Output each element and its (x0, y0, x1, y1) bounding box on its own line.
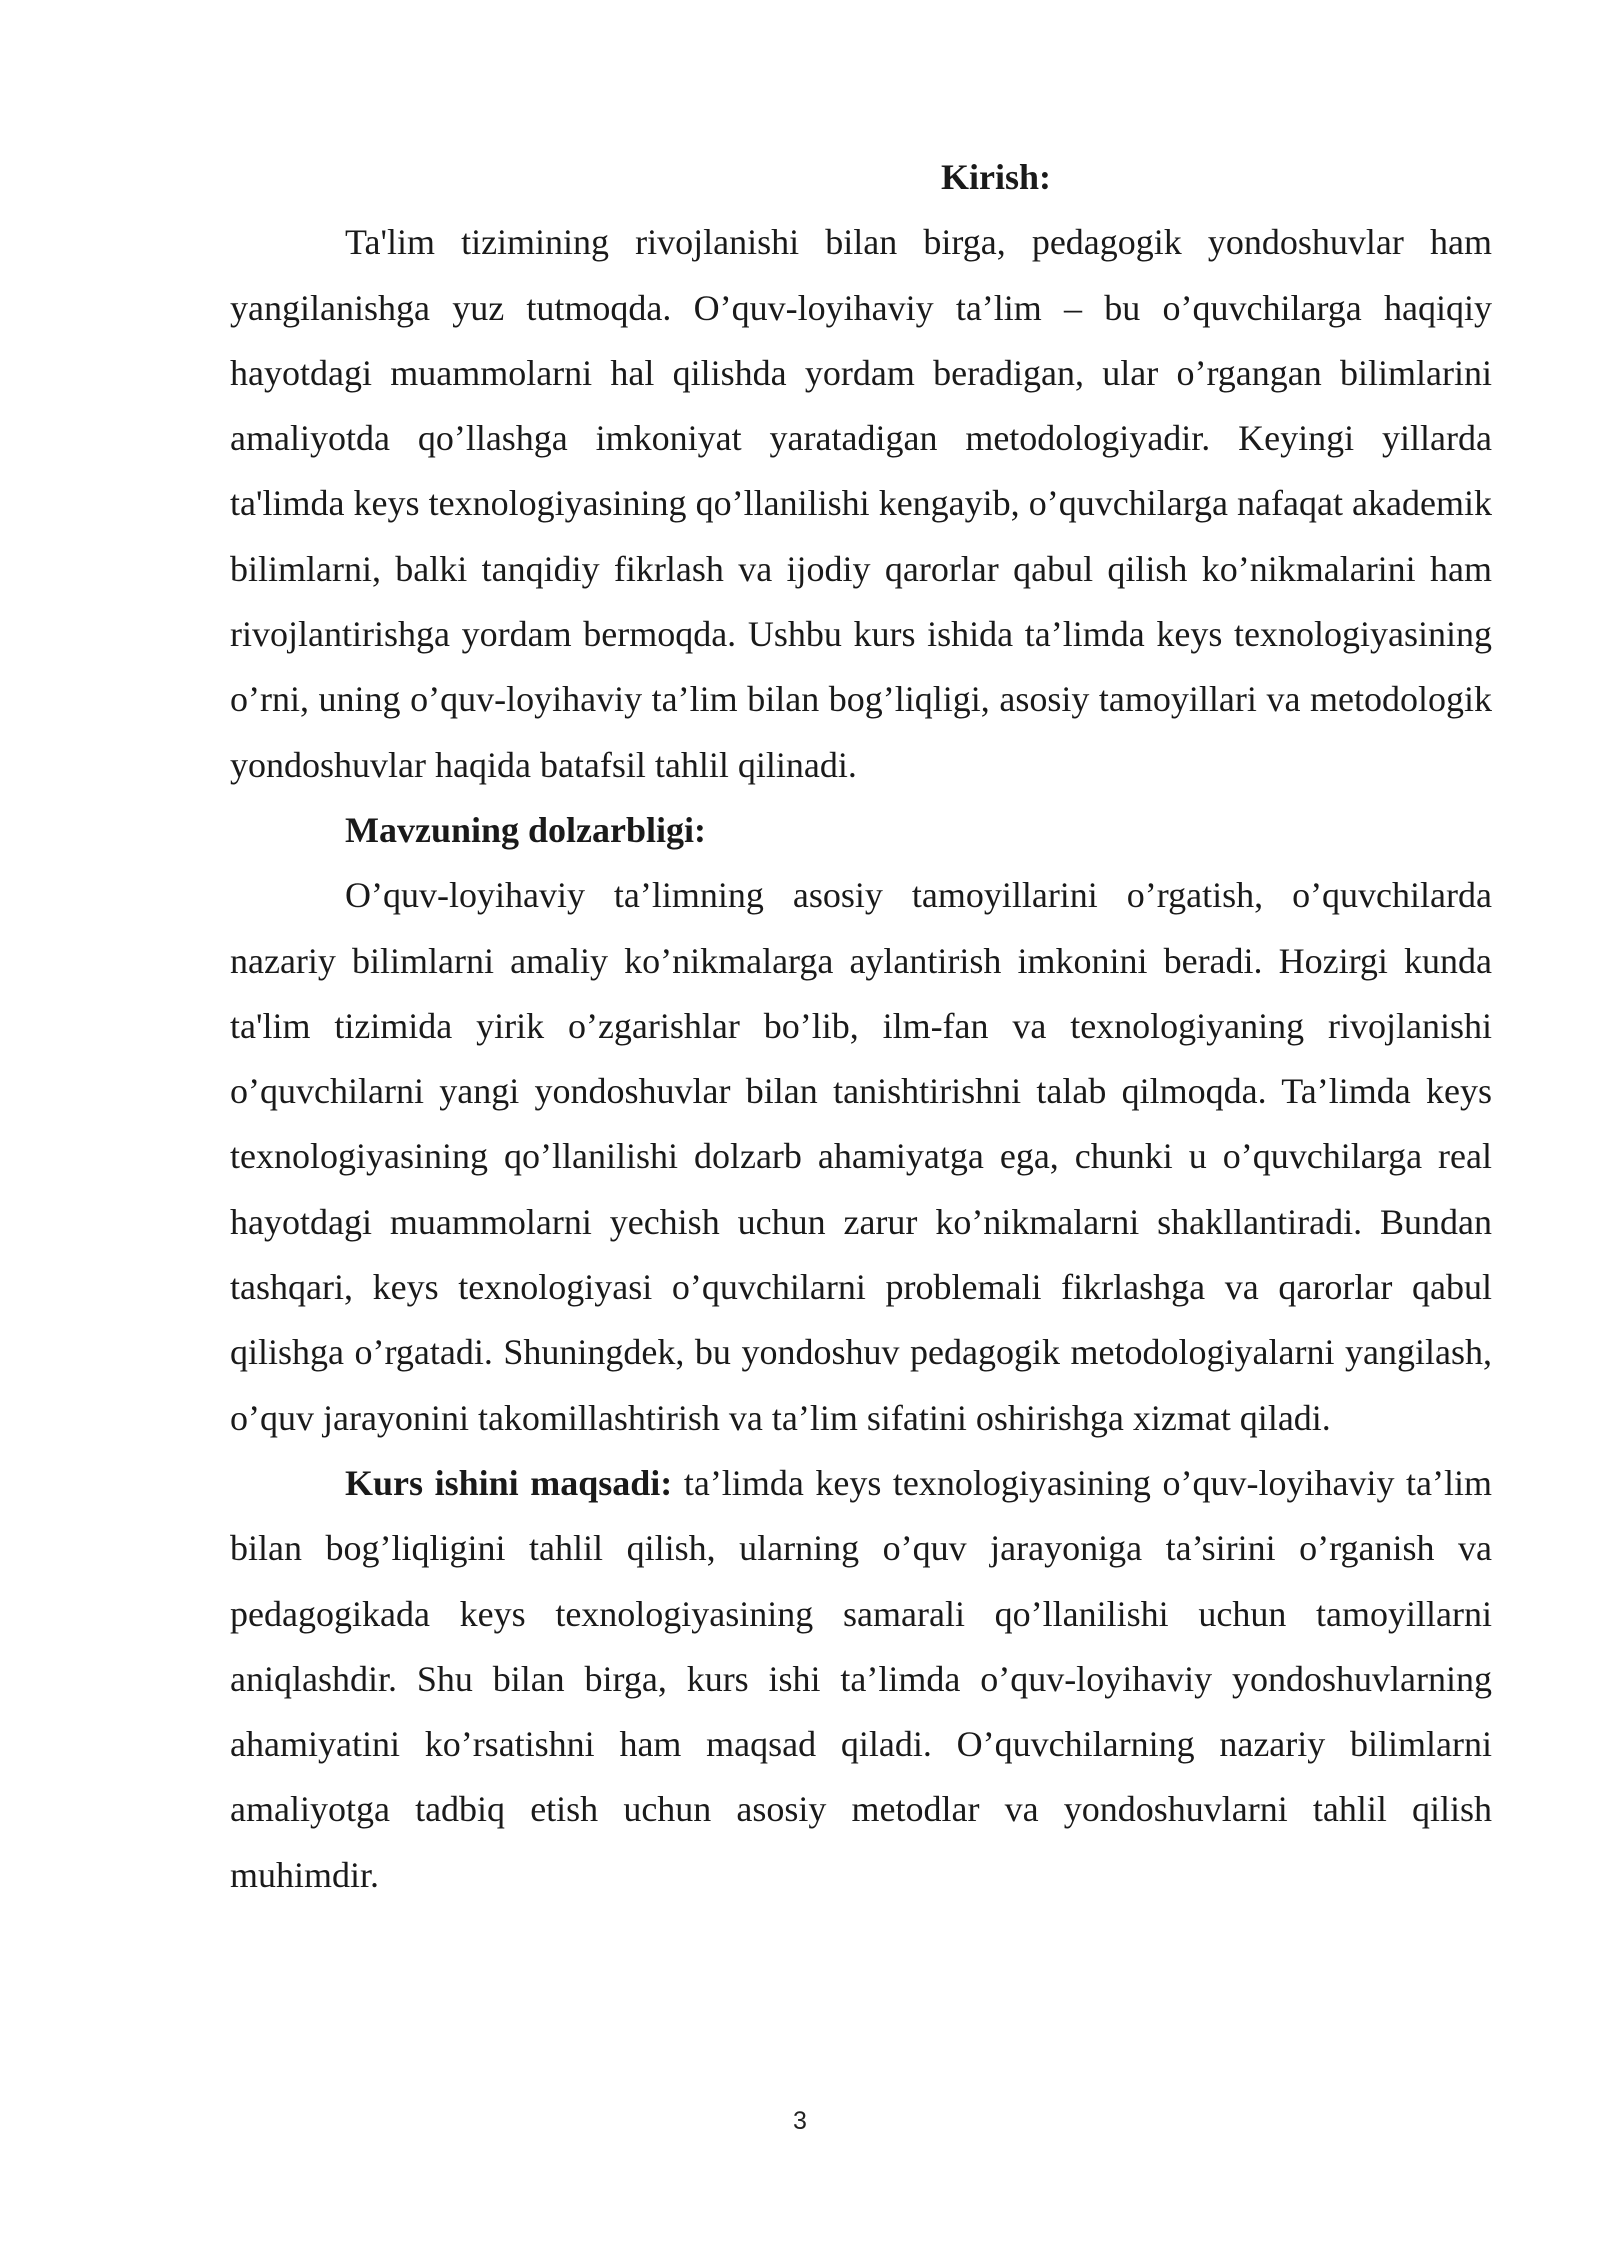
relevance-heading: Mavzuning dolzarbligi: (345, 809, 707, 850)
page-number: 3 (793, 2107, 807, 2135)
relevance-paragraph: O’quv-loyihaviy ta’limning asosiy tamoyillarini o’rgatish, o’quvchilarda nazariy bilimlarni amaliy ko’nikmalarga aylantirish imkonini beradi. Hozirgi kunda ta'lim tizimida yirik o’zgarishlar bo’lib, ilm-fan va texnologiyaning rivojlanishi o’quvchilarni yangi yondoshuvlar bilan tanishtirishni talab qilmoqda. Ta’limda keys texnologiyasining qo’llanilishi dolzarb ahamiyatga ega, chunki u o’quvchilarga real hayotdagi muammolarni yechish uchun zarur ko’nikmalarni shakllantiradi. Bundan tashqari, keys texnologiyasi o’quvchilarni problemali fikrlashga va qarorlar qabul qilishga o’rgatadi. Shuningdek, bu yondoshuv pedagogik metodologiyalarni yangilash, o’quv jarayonini takomillashtirish va ta’lim sifatini oshirishga xizmat qiladi. (230, 875, 1492, 1438)
goal-text: ta’limda keys texnologiyasining o’quv-loyihaviy ta’lim bilan bog’liqligini tahlil qilish, ularning o’quv jarayoniga ta’sirini o’rganish va pedagogikada keys texnologiyasining samarali qo’llanilishi uchun tamoyillarni aniqlashdir. Shu bilan birga, kurs ishi ta’limda o’quv-loyihaviy yondoshuvlarning ahamiyatini ko’rsatishni ham maqsad qiladi. O’quvchilarning nazariy bilimlarni amaliyotga tadbiq etish uchun asosiy metodlar va yondoshuvlarni tahlil qilish muhimdir. (230, 1462, 1492, 1895)
intro-paragraph: Ta'lim tizimining rivojlanishi bilan birga, pedagogik yondoshuvlar ham yangilanishga yuz tutmoqda. O’quv-loyihaviy ta’lim – bu o’quvchilarga haqiqiy hayotdagi muammolarni hal qilishda yordam beradigan, ular o’rgangan bilimlarini amaliyotda qo’llashga imkoniyat yaratadigan metodologiyadir. Keyingi yillarda ta'limda keys texnologiyasining qo’llanilishi kengayib, o’quvchilarga nafaqat akademik bilimlarni, balki tanqidiy fikrlash va ijodiy qarorlar qabul qilish ko’nikmalarini ham rivojlantirishga yordam bermoqda. Ushbu kurs ishida ta’limda keys texnologiyasining o’rni, uning o’quv-loyihaviy ta’lim bilan bog’liqligi, asosiy tamoyillari va metodologik yondoshuvlar haqida batafsil tahlil qilinadi. (230, 222, 1492, 785)
intro-heading: Kirish: (940, 157, 1051, 197)
goal-label: Kurs ishini maqsadi: (345, 1462, 673, 1503)
document-page (230, 145, 1492, 1908)
goal-paragraph (230, 1451, 1492, 1908)
